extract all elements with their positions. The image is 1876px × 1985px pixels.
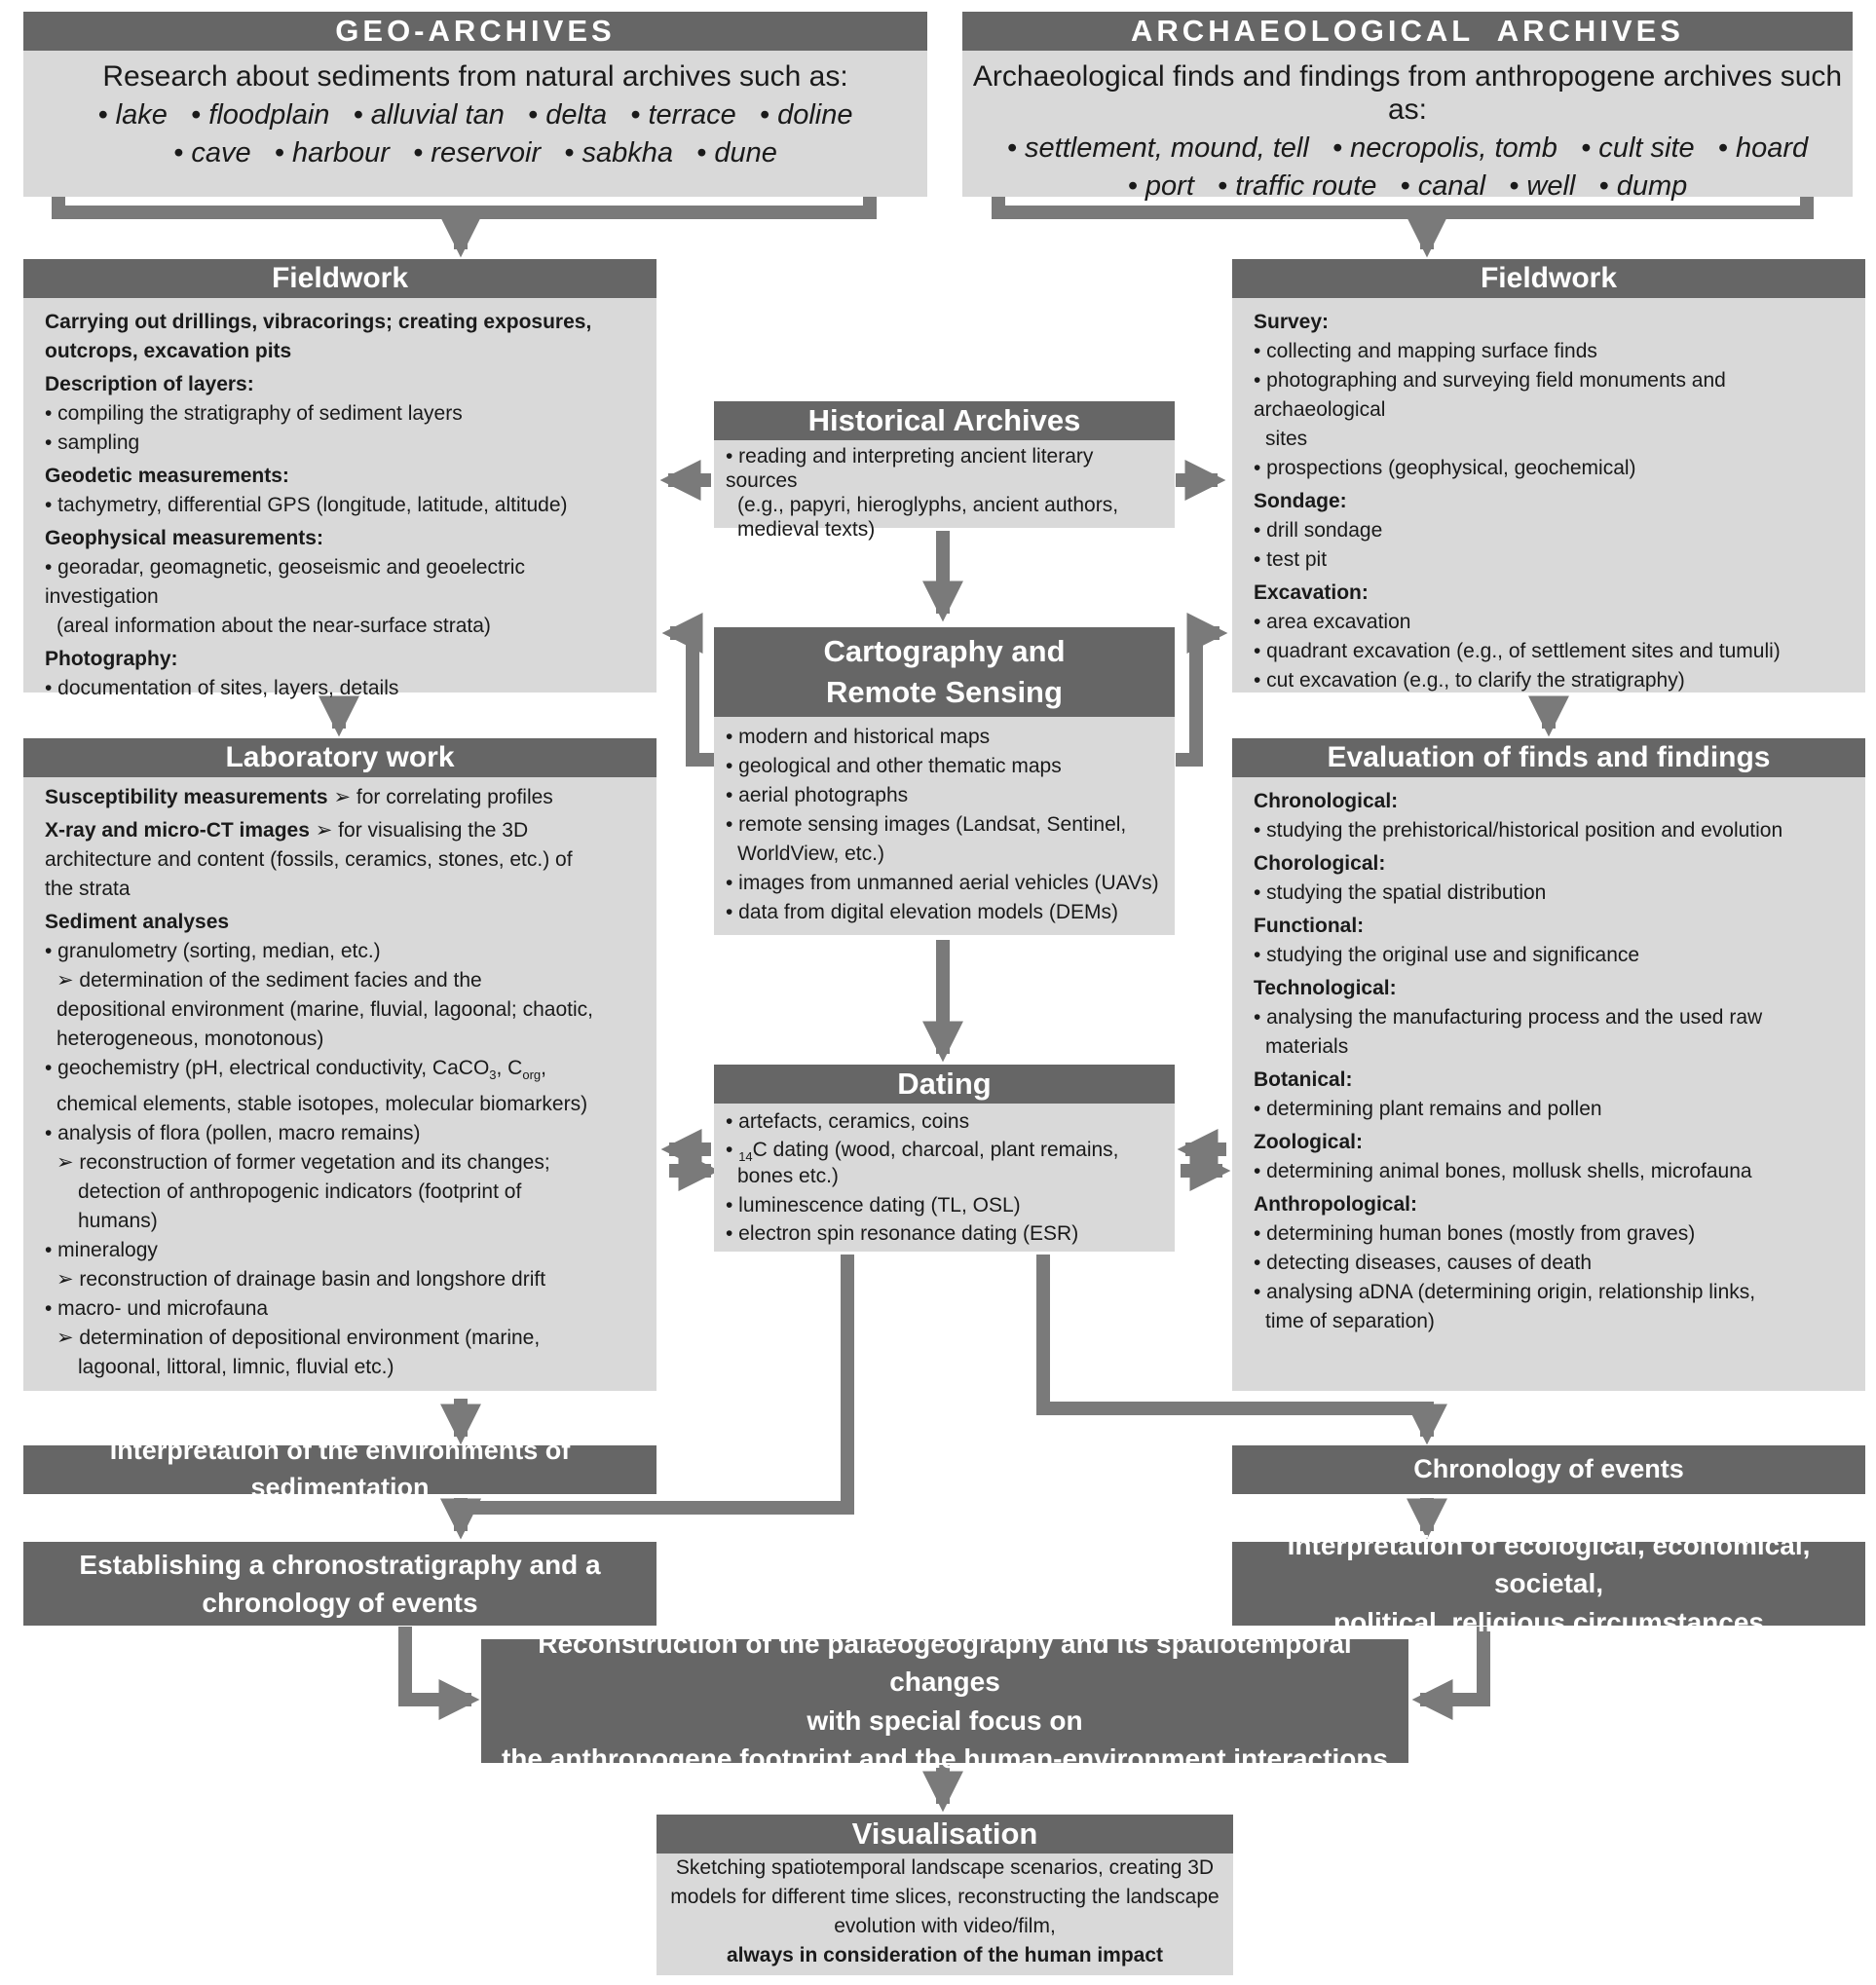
- fw-right-i5: • drill sondage: [1254, 519, 1383, 542]
- fw-right-h2: Sondage:: [1254, 490, 1347, 512]
- interp-eco-box: [1232, 1530, 1865, 1637]
- fw-left-l2: outcrops, excavation pits: [45, 340, 292, 362]
- fw-right-i7: • area excavation: [1254, 611, 1411, 633]
- evaluation-title: Evaluation of finds and findings: [1232, 738, 1865, 777]
- cartography-title-line1: Cartography and: [823, 634, 1066, 668]
- dating-title: Dating: [714, 1065, 1175, 1104]
- lab-s2-rest: ➢ for visualising the 3D: [309, 819, 529, 842]
- dating-i4: • electron spin resonance dating (ESR): [726, 1222, 1079, 1246]
- carto-i2: • geological and other thematic maps: [726, 755, 1062, 777]
- lab-s2-l3: the strata: [45, 878, 131, 900]
- arch-archives-row1: • settlement, mound, tell • necropolis, tomb • cult site • hoard: [1006, 132, 1809, 164]
- reconstruction-box: [481, 1629, 1408, 1774]
- eval-h1: Chronological:: [1254, 790, 1399, 812]
- fieldwork-left-title: Fieldwork: [23, 259, 657, 298]
- lab-s1-bold: Susceptibility measurements: [45, 786, 328, 808]
- carto-to-left-arrow: [670, 633, 714, 760]
- lab-s2-l2: architecture and content (fossils, ceramics, stones, etc.) of: [45, 848, 573, 871]
- fw-right-h3: Excavation:: [1254, 581, 1369, 604]
- lab-f3: detection of anthropogenic indicators (footprint of: [78, 1180, 522, 1204]
- arch-archives-title: ARCHAEOLOGICAL ARCHIVES: [962, 12, 1853, 51]
- visualisation-box: [657, 1815, 1233, 1975]
- eval-i7: • determining animal bones, mollusk shells, microfauna: [1254, 1160, 1752, 1182]
- geo-archives-box: [23, 12, 927, 197]
- vis-l2: models for different time slices, reconstructing the landscape: [670, 1886, 1219, 1908]
- fw-left-h4: Photography:: [45, 648, 178, 670]
- arch-archives-intro: Archaeological finds and findings from anthropogene archives such as:: [972, 60, 1843, 126]
- carto-i7: • data from digital elevation models (DEMs): [726, 901, 1119, 923]
- interp-eco-l1: Interpretation of ecological, economical, societal,: [1287, 1530, 1811, 1599]
- lab-m1: • mineralogy: [45, 1239, 158, 1262]
- interp-sed-text: Interpretation of the environments of sedimentation: [109, 1436, 571, 1502]
- fieldwork-right-title: Fieldwork: [1232, 259, 1865, 298]
- arch-archives-row2: • port • traffic route • canal • well • dump: [1127, 170, 1688, 202]
- fw-left-i6: • documentation of sites, layers, details: [45, 677, 399, 699]
- fw-left-h1: Description of layers:: [45, 373, 254, 395]
- lab-c1c: ,: [541, 1057, 546, 1079]
- dating-box: [714, 1065, 1175, 1252]
- eval-i10: • analysing aDNA (determining origin, relationship links,: [1254, 1281, 1756, 1303]
- lab-z1: • macro- und microfauna: [45, 1297, 269, 1321]
- lab-g3: depositional environment (marine, fluvial, lagoonal; chaotic,: [56, 998, 593, 1021]
- eval-i5: materials: [1265, 1035, 1349, 1058]
- fw-left-i3: • tachymetry, differential GPS (longitude, latitude, altitude): [45, 494, 568, 516]
- lab-s1-rest: ➢ for correlating profiles: [327, 786, 553, 808]
- eval-i11: time of separation): [1265, 1310, 1435, 1332]
- eval-i1: • studying the prehistorical/historical position and evolution: [1254, 819, 1783, 842]
- fw-right-h1: Survey:: [1254, 311, 1330, 333]
- eval-i8: • determining human bones (mostly from graves): [1254, 1222, 1696, 1245]
- eval-i3: • studying the original use and significance: [1254, 944, 1640, 966]
- lab-m2: ➢ reconstruction of drainage basin and longshore drift: [56, 1268, 546, 1292]
- fw-right-i2: • photographing and surveying field monuments and archaeological: [1254, 369, 1726, 421]
- arch-archives-box: [962, 12, 1853, 202]
- lab-c1b: , C: [496, 1057, 523, 1079]
- historical-l2: (e.g., papyri, hieroglyphs, ancient authors,: [737, 494, 1119, 516]
- chronostrat-to-reco-arrow: [405, 1627, 471, 1700]
- eval-i6: • determining plant remains and pollen: [1254, 1098, 1602, 1120]
- geo-archives-intro: Research about sediments from natural archives such as:: [102, 60, 848, 93]
- interp-eco-l2: political, religious circumstances: [1333, 1606, 1764, 1637]
- fw-left-i1: • compiling the stratigraphy of sediment layers: [45, 402, 463, 425]
- fw-right-i4: • prospections (geophysical, geochemical): [1254, 457, 1636, 479]
- vis-l1: Sketching spatiotemporal landscape scenarios, creating 3D: [675, 1856, 1215, 1879]
- lab-s1: [45, 783, 635, 812]
- lab-title: Laboratory work: [23, 738, 657, 777]
- fw-left-i4: • georadar, geomagnetic, geoseismic and geoelectric investigation: [45, 556, 525, 608]
- fw-right-i3: sites: [1265, 428, 1308, 450]
- historical-l1: • reading and interpreting ancient literary sources: [726, 445, 1094, 492]
- lab-c1-sub1: 3: [489, 1067, 497, 1083]
- dating-i2: [726, 1140, 1163, 1168]
- fw-right-i6: • test pit: [1254, 548, 1328, 571]
- geo-archives-title: GEO-ARCHIVES: [23, 12, 927, 51]
- lab-c1a: • geochemistry (pH, electrical conductivity, CaCO: [45, 1057, 490, 1079]
- historical-box: [714, 401, 1175, 541]
- vis-l4: always in consideration of the human impact: [726, 1944, 1164, 1966]
- cartography-title: [714, 627, 1175, 717]
- lab-z3: lagoonal, littoral, limnic, fluvial etc.): [78, 1356, 394, 1379]
- eval-i4: • analysing the manufacturing process and the used raw: [1254, 1006, 1763, 1029]
- fw-left-i5: (areal information about the near-surface strata): [56, 615, 491, 637]
- chronology-text: Chronology of events: [1413, 1454, 1684, 1484]
- fw-right-i9: • cut excavation (e.g., to clarify the stratigraphy): [1254, 669, 1685, 692]
- fw-left-i2: • sampling: [45, 431, 140, 454]
- carto-i4: • remote sensing images (Landsat, Sentinel,: [726, 813, 1127, 836]
- carto-i3: • aerial photographs: [726, 784, 909, 806]
- lab-f2: ➢ reconstruction of former vegetation and its changes;: [56, 1151, 550, 1175]
- fw-left-h2: Geodetic measurements:: [45, 465, 289, 487]
- lab-f4: humans): [78, 1210, 158, 1233]
- dating-i1: • artefacts, ceramics, coins: [726, 1110, 970, 1133]
- carto-to-right-arrow: [1176, 633, 1219, 760]
- reconstruction-l1: Reconstruction of the palaeogeography and its spatiotemporal changes: [538, 1629, 1352, 1698]
- lab-z2: ➢ determination of depositional environment (marine,: [56, 1327, 541, 1350]
- geo-archives-row1: • lake • floodplain • alluvial tan • delta • terrace • doline: [97, 99, 853, 131]
- geo-archives-row2: • cave • harbour • reservoir • sabkha • dune: [173, 137, 777, 169]
- eval-h4: Technological:: [1254, 977, 1397, 999]
- cartography-title-line2: Remote Sensing: [826, 675, 1063, 709]
- vis-l3: evolution with video/film,: [834, 1915, 1056, 1937]
- carto-i1: • modern and historical maps: [726, 726, 991, 748]
- dating-i2-l2: bones etc.): [737, 1165, 839, 1188]
- reconstruction-l3: the anthropogene footprint and the human-environment interactions: [501, 1742, 1388, 1774]
- lab-g1: • granulometry (sorting, median, etc.): [45, 940, 381, 962]
- fw-left-l1: Carrying out drillings, vibracorings; creating exposures,: [45, 311, 592, 333]
- fieldwork-left-box: [23, 259, 657, 699]
- visualisation-title: Visualisation: [657, 1815, 1233, 1854]
- chronology-box: [1232, 1445, 1865, 1494]
- chronostrat-l1: Establishing a chronostratigraphy and a: [79, 1549, 601, 1580]
- eval-h7: Anthropological:: [1254, 1193, 1417, 1216]
- chronostrat-l2: chronology of events: [202, 1588, 478, 1618]
- dating-i2-sup: 14: [738, 1149, 753, 1165]
- lab-s2-bold: X-ray and micro-CT images: [45, 819, 310, 842]
- eval-i2: • studying the spatial distribution: [1254, 881, 1547, 904]
- lab-f1: • analysis of flora (pollen, macro remains): [45, 1122, 421, 1145]
- evaluation-box: [1232, 738, 1865, 1391]
- dating-i3: • luminescence dating (TL, OSL): [726, 1194, 1021, 1217]
- lab-h3: Sediment analyses: [45, 911, 230, 933]
- dating-i2-rest: C dating (wood, charcoal, plant remains,: [752, 1139, 1119, 1161]
- reconstruction-l2: with special focus on: [807, 1704, 1083, 1736]
- carto-i6: • images from unmanned aerial vehicles (UAVs): [726, 872, 1159, 894]
- lab-c1-sub2: org: [522, 1067, 542, 1083]
- historical-title: Historical Archives: [714, 401, 1175, 440]
- historical-l3: medieval texts): [737, 518, 876, 541]
- chronostrat-box: [23, 1542, 657, 1626]
- lab-c2: chemical elements, stable isotopes, molecular biomarkers): [56, 1093, 588, 1116]
- fw-left-h3: Geophysical measurements:: [45, 527, 323, 549]
- dating-i2-pre: •: [726, 1139, 739, 1161]
- interp-sed-box: [23, 1436, 657, 1502]
- lab-c1: [45, 1054, 635, 1090]
- fw-right-i8: • quadrant excavation (e.g., of settlement sites and tumuli): [1254, 640, 1781, 662]
- eval-h6: Zoological:: [1254, 1131, 1363, 1153]
- lab-box: [23, 738, 657, 1391]
- lab-g2: ➢ determination of the sediment facies and the: [56, 969, 482, 992]
- fw-right-i1: • collecting and mapping surface finds: [1254, 340, 1597, 362]
- fieldwork-right-box: [1232, 259, 1865, 693]
- carto-i5: WorldView, etc.): [737, 843, 884, 865]
- lab-s2: [45, 816, 635, 845]
- eval-h5: Botanical:: [1254, 1068, 1353, 1091]
- lab-g4: heterogeneous, monotonous): [56, 1028, 324, 1050]
- cartography-box: [714, 627, 1175, 935]
- eval-h2: Chorological:: [1254, 852, 1386, 875]
- eval-h3: Functional:: [1254, 915, 1365, 937]
- eval-i9: • detecting diseases, causes of death: [1254, 1252, 1593, 1274]
